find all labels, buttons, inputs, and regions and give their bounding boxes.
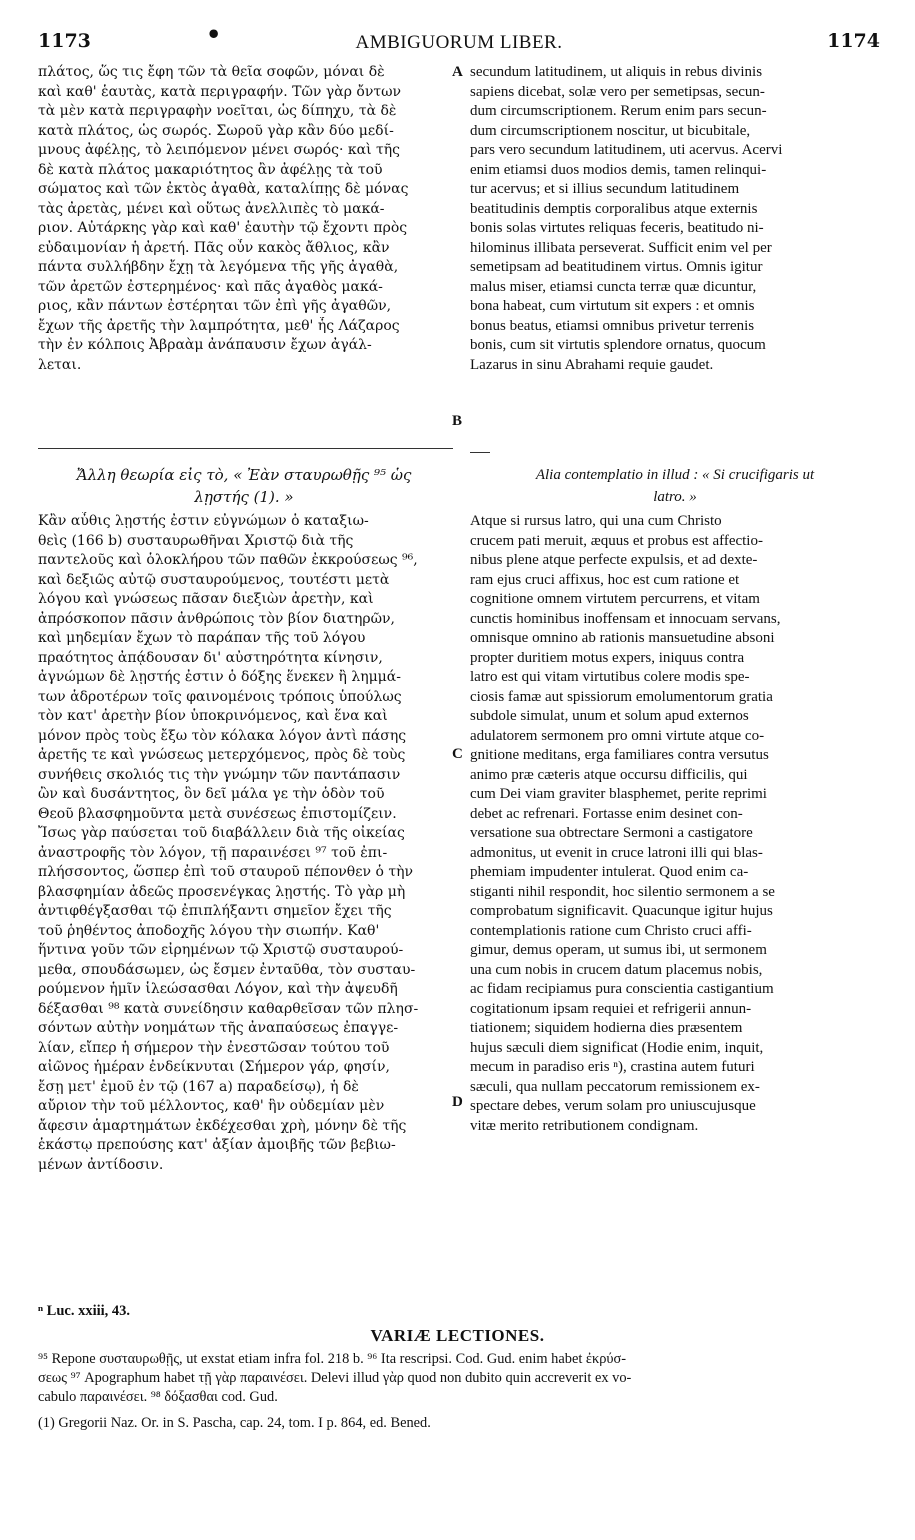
greek-text-line: ριον. Αὐτάρκης γὰρ καὶ καθ' ἑαυτὴν τῷ ἔχοντι πρὸς bbox=[38, 220, 408, 236]
latin-text-line: bona habeat, cum virtutum sit expers : et omnis bbox=[470, 298, 755, 314]
latin-column-main bbox=[470, 512, 880, 1136]
greek-text-line: πλάτος, ὥς τις ἔφη τῶν τὰ θεῖα σοφῶν, μόναι δὲ bbox=[38, 64, 385, 80]
greek-subheading-line: Ἄλλη θεωρία εἰς τὸ, « Ἐὰν σταυρωθῇς ⁹⁵ ὡς bbox=[76, 466, 412, 484]
latin-text-line: secundum latitudinem, ut aliquis in rebus divinis bbox=[470, 64, 763, 80]
greek-text-line: κατὰ πλάτος, ὡς σωρός. Σωροῦ γὰρ κἂν δύο μεδί- bbox=[38, 122, 394, 139]
latin-text-line: adulatorem sermonem pro omni virtute atque co- bbox=[470, 727, 765, 744]
greek-text-line: πλήσσοντος, ὥσπερ ἐπὶ τοῦ σταυροῦ πέπονθεν ὁ τὴν bbox=[38, 864, 413, 880]
latin-text-line: sapiens dicebat, solæ vero per semetipsas, secun- bbox=[470, 83, 765, 100]
latin-text-line: propter duritiem motus expers, iniquus contra bbox=[470, 649, 745, 666]
greek-text-line: μόνον πρὸς τοὺς ἔξω τὸν κόλακα λόγον ἀντὶ πάσης bbox=[38, 727, 407, 744]
greek-text-line: ἀπρόσκοπον πᾶσιν ἀνθρώποις τὸν βίον διατηρῶν, bbox=[38, 610, 395, 627]
latin-text-line: cognitione omnem virtutem percurrens, et vitam bbox=[470, 591, 760, 607]
latin-text-line: pars vero secundum latitudinem, uti acervus. Acervi bbox=[470, 142, 783, 158]
latin-text-line: contemplationis ratione cum Christo cruci affi- bbox=[470, 922, 752, 939]
greek-text-line: λίαν, εἴπερ ἡ σήμερον τὴν ἐνεστῶσαν τούτου τοῦ bbox=[38, 1039, 390, 1056]
latin-subheading-line: Alia contemplatio in illud : « Si crucifigaris ut bbox=[535, 467, 815, 483]
greek-text-line: τῶν ἀρετῶν ἐστερημένος· καὶ πᾶς ἀγαθὸς μακά- bbox=[38, 278, 383, 295]
greek-text-line: πραότητος ἀπᾴδουσαν δι' αὐστηρότητα κίνησιν, bbox=[38, 649, 383, 666]
greek-text-line: τὰ μὲν κατὰ περιγραφὴν νοεῖται, ὡς δίπηχυ, τὰ δὲ bbox=[38, 103, 397, 119]
variae-lectiones-title: VARIÆ LECTIONES. bbox=[370, 1326, 545, 1345]
greek-text-line: λόγου καὶ γνώσεως πᾶσαν διεξιὼν ἀρετὴν, καὶ bbox=[38, 591, 374, 607]
editor-note: (1) Gregorii Naz. Or. in S. Pascha, cap. 24, tom. I p. 864, ed. Bened. bbox=[38, 1415, 431, 1431]
scripture-footnote: ⁿ Luc. xxiii, 43. bbox=[38, 1303, 131, 1319]
latin-text-line: tiationem; siquidem hodierna dies præsentem bbox=[470, 1020, 743, 1036]
greek-text-line: ἀντιφθέγξασθαι τῷ ἐπιπλήξαντι σημεῖον ἔχει τῆς bbox=[38, 903, 392, 919]
latin-text-line: Atque si rursus latro, qui una cum Christo bbox=[470, 513, 722, 529]
latin-text-line: versatione sua obtrectare Sermoni a castigatore bbox=[470, 825, 753, 841]
page-number-right: 1174 bbox=[827, 30, 880, 52]
greek-text-line: καὶ δεξιῶς αὐτῷ συσταυρούμενος, τουτέστι μετὰ bbox=[38, 571, 390, 588]
margin-marker-d: D bbox=[452, 1094, 463, 1110]
latin-text-line: dum circumscriptionem noscitur, ut bicubitale, bbox=[470, 122, 751, 139]
greek-text-line: εὐδαιμονίαν ἡ ἀρετή. Πᾶς οὖν κακὸς ἄθλιος, κἂν bbox=[38, 239, 390, 256]
latin-text-line: malus miser, etiamsi cuncta terræ quæ dicuntur, bbox=[470, 278, 757, 295]
greek-text-line: Θεοῦ βλασφημοῦντα μετὰ συνέσεως ἐπιστομίζειν. bbox=[38, 805, 397, 822]
greek-text-line: ἄφεσιν ἁμαρτημάτων ἐκδέχεσθαι χρὴ, μόνην δὲ τῆς bbox=[38, 1117, 407, 1134]
latin-text-line: Lazarus in sinu Abrahami requie gaudet. bbox=[470, 356, 714, 373]
latin-subheading bbox=[470, 464, 880, 508]
greek-text-line: αὔριον τὴν τοῦ μέλλοντος, καθ' ἣν οὐδεμίαν μὲν bbox=[38, 1098, 385, 1114]
latin-text-line: vitæ merito retributionem condignam. bbox=[470, 1117, 699, 1134]
greek-text-line: ἀγνώμων δὲ λῃστής ἐστιν ὁ δόξης ἕνεκεν ἢ λημμά- bbox=[38, 669, 401, 685]
latin-text-line: ac fidam recipiamus pura conscientia castigantium bbox=[470, 981, 774, 997]
greek-text-line: Ἴσως γὰρ παύσεται τοῦ διαβάλλειν διὰ τῆς οἰκείας bbox=[38, 825, 405, 841]
latin-text-line: ciosis famæ aut spissiorum emolumentorum gratia bbox=[470, 688, 773, 705]
latin-text-line: spectare debes, verum solam pro uniuscujusque bbox=[470, 1098, 756, 1114]
latin-subheading-line: latro. » bbox=[653, 489, 697, 505]
variant-note-line: ⁹⁵ Repone συσταυρωθῇς, ut exstat etiam infra fol. 218 b. ⁹⁶ Ita rescripsi. Cod. Gud. enim habet ἐκρύσ- bbox=[38, 1351, 627, 1367]
latin-text-line: sæculi, qua nullam peccatorum remissionem ex- bbox=[470, 1078, 760, 1095]
latin-text-line: cum Dei viam graviter blasphemet, perite reprimi bbox=[470, 786, 767, 802]
section-separator-short bbox=[470, 452, 490, 453]
variant-note-line: σεως ⁹⁷ Apographum habet τῇ γὰρ παραινέσει. Delevi illud γὰρ quod non dubito quin accreverit ex vo- bbox=[38, 1370, 632, 1386]
latin-text-line: latro est qui vitam virtutibus colere modis spe- bbox=[470, 669, 750, 685]
running-header bbox=[38, 20, 880, 56]
latin-text-line: gnitione meditans, erga familiares contra versutus bbox=[470, 747, 769, 763]
greek-text-line: ἀρετῆς τε καὶ γνώσεως μετερχόμενος, πρὸς δὲ τοὺς bbox=[38, 747, 406, 763]
greek-text-line: ὢν καὶ δυσάντητος, ὃν δεῖ μάλα γε τὴν ὁδὸν τοῦ bbox=[38, 786, 385, 802]
greek-text-line: ριος, κἂν πάντων ἐστέρηται τῶν ἐπὶ γῆς ἀγαθῶν, bbox=[38, 298, 392, 314]
greek-text-line: πάντα συλλήβδην ἔχῃ τὰ λεγόμενα τῆς γῆς ἀγαθὰ, bbox=[38, 259, 399, 275]
greek-text-line: ἥντινα γοῦν τῶν εἰρημένων τῷ Χριστῷ συσταυρού- bbox=[38, 942, 404, 958]
greek-text-line: παντελοῦς καὶ ὁλοκλήρου τῶν παθῶν ἐκκρούσεως ⁹⁶, bbox=[38, 552, 418, 568]
greek-text-line: καὶ μηδεμίαν ἔχων τὸ παράπαν τῆς τοῦ λόγου bbox=[38, 630, 366, 646]
latin-text-line: crucem pati meruit, æquus et probus est affectio- bbox=[470, 532, 763, 549]
greek-text-line: καὶ καθ' ἑαυτὰς, κατὰ περιγραφήν. Τῶν γὰρ ὄντων bbox=[38, 83, 402, 100]
latin-text-line: cogitationum ipsam requiei et refrigerii annun- bbox=[470, 1000, 752, 1017]
greek-column-main bbox=[38, 512, 450, 1175]
latin-text-line: admonitus, ut evenit in cruce latroni illi qui blas- bbox=[470, 844, 763, 861]
greek-text-line: ἑκάστῳ πρεπούσης κατ' ἀξίαν ἀμοιβῆς τῶν βεβιω- bbox=[38, 1137, 396, 1153]
greek-text-line: ρούμενον ἡμῖν ἱλεώσασθαι Λόγον, καὶ τὴν ἀψευδῆ bbox=[38, 981, 398, 997]
greek-text-line: των ἁδροτέρων τοῖς φαινομένοις τρόποις ὑπούλως bbox=[38, 688, 402, 705]
greek-text-line: τὴν ἐν κόλποις Ἀβραὰμ ἀνάπαυσιν ἔχων ἀγάλ- bbox=[38, 337, 372, 353]
greek-text-line: δέξασθαι ⁹⁸ κατὰ συνείδησιν καθαρθεῖσαν τῶν πλησ- bbox=[38, 1000, 419, 1017]
greek-text-line: αἰῶνος ἡμέραν ἐνδείκνυται (Σήμερον γάρ, φησίν, bbox=[38, 1059, 390, 1075]
greek-text-line: μεθα, σπουδάσωμεν, ὡς ἔσμεν ἐνταῦθα, τὸν συσταυ- bbox=[38, 961, 416, 978]
latin-text-line: bonis, cum sit virtutis splendore ornatus, quocum bbox=[470, 337, 766, 353]
greek-subheading-line: λῃστής (1). » bbox=[194, 488, 294, 506]
greek-text-line: ἔχων τῆς ἀρετῆς τὴν λαμπρότητα, μεθ' ἧς Λάζαρος bbox=[38, 317, 400, 334]
greek-text-line: δὲ κατὰ πλάτος μακαριότητος ἂν ἀφέλῃς τὰ τοῦ bbox=[38, 161, 383, 178]
latin-text-line: stiganti nihil respondit, hoc silentio sermonem a se bbox=[470, 883, 775, 900]
latin-text-line: debet ac refrenari. Fortasse enim desinet con- bbox=[470, 805, 743, 822]
latin-text-line: phemiam impudenter intulerat. Quod enim ca- bbox=[470, 864, 749, 880]
latin-text-line: nibus plene atque perfecte expulsis, et ad dexte- bbox=[470, 552, 758, 568]
greek-text-line: ἀναστροφῆς τὸν λόγον, τῇ παραινέσει ⁹⁷ τοῦ ἐπι- bbox=[38, 844, 388, 861]
greek-text-line: μνους ἀφέλῃς, τὸ λειπόμενον μένει σωρός· καὶ τῆς bbox=[38, 142, 401, 158]
latin-text-line: bonus beatus, etiamsi omnibus privetur terrenis bbox=[470, 317, 755, 334]
greek-text-line: λεται. bbox=[38, 356, 82, 373]
latin-text-line: ram ejus cruci affixus, hoc est cum ratione et bbox=[470, 571, 740, 588]
margin-marker-b: B bbox=[452, 413, 463, 429]
page-number-left: 1173 bbox=[38, 30, 91, 52]
greek-text-line: Κἂν αὖθις λῃστής ἐστιν εὐγνώμων ὁ καταξιω- bbox=[38, 513, 369, 529]
latin-text-line: enim etiamsi duos modios demis, tamen relinqui- bbox=[470, 161, 767, 178]
latin-text-line: dum circumscriptionem. Rerum enim pars secun- bbox=[470, 103, 767, 119]
latin-text-line: gimur, demus operam, ut sumus ibi, ut sermonem bbox=[470, 942, 767, 958]
latin-text-line: una cum nobis in crucem datum placemus nobis, bbox=[470, 961, 763, 978]
section-separator bbox=[38, 448, 453, 449]
latin-text-line: omnisque omnino ab rationis mansuetudine absoni bbox=[470, 630, 775, 646]
margin-marker-a: A bbox=[452, 64, 463, 80]
greek-text-line: μένων ἀντίδοσιν. bbox=[38, 1156, 164, 1173]
latin-text-line: beatitudinis demptis corporalibus atque externis bbox=[470, 200, 758, 217]
greek-text-line: τὰς ἀρετὰς, μένει καὶ οὕτως ἀνελλιπὲς τὸ μακά- bbox=[38, 200, 385, 217]
greek-subheading bbox=[38, 464, 450, 508]
greek-text-line: σώματος καὶ τῶν ἐκτὸς ἀγαθὰ, καταλίπῃς δὲ μόνας bbox=[38, 181, 409, 197]
variant-note-line: cabulo παραινέσει. ⁹⁸ δόξασθαι cod. Gud. bbox=[38, 1389, 278, 1405]
greek-text-line: θεὶς (166 b) συσταυρωθῆναι Χριστῷ διὰ τῆς bbox=[38, 532, 354, 549]
latin-text-line: tur acervus; et si illius secundum latitudinem bbox=[470, 181, 740, 197]
latin-text-line: hujus sæculi diem significat (Hodie enim, inquit, bbox=[470, 1039, 764, 1056]
greek-text-line: ἔσῃ μετ' ἐμοῦ ἐν τῷ (167 a) παραδείσῳ), ἡ δὲ bbox=[38, 1078, 359, 1095]
latin-text-line: animo præ cæteris atque occursu difficilis, qui bbox=[470, 766, 748, 783]
latin-text-line: comprobatum significavit. Quacunque igitur hujus bbox=[470, 903, 773, 919]
latin-text-line: subdole simulat, unum et solum apud externos bbox=[470, 708, 749, 724]
greek-column-top bbox=[38, 63, 450, 375]
greek-text-line: συνήθεις σκολιός τις τὴν γνώμην τῶν παντάπασιν bbox=[38, 766, 401, 783]
latin-text-line: hilominus illibata perseverat. Sufficit enim vel per bbox=[470, 239, 772, 256]
latin-column-top bbox=[470, 63, 880, 375]
greek-text-line: τὸν κατ' ἀρετὴν βίον ὑποκρινόμενος, καὶ ἕνα καὶ bbox=[38, 708, 388, 724]
greek-text-line: βλασφημίαν ἀδεῶς προσενέγκας λῃστής. Τὸ γὰρ μὴ bbox=[38, 883, 406, 900]
running-title: AMBIGUORUM LIBER. bbox=[355, 32, 563, 53]
greek-text-line: σόντων αὐτὴν νοημάτων τῆς ἀναπαύσεως ἐπαγγε- bbox=[38, 1020, 399, 1036]
greek-text-line: τοῦ ῥηθέντος ἀποδοχῆς λόγου τὴν σιωπήν. Καθ' bbox=[38, 922, 380, 939]
latin-text-line: cunctis hominibus inoffensam et innocuam servans, bbox=[470, 610, 781, 627]
latin-text-line: semetipsam ad beatitudinem virtus. Omnis igitur bbox=[470, 259, 763, 275]
latin-text-line: mecum in paradiso eris ⁿ), crastina autem futuri bbox=[470, 1059, 755, 1075]
latin-text-line: bonis solas virtutes reliquas feceris, beatitudo ni- bbox=[470, 220, 764, 236]
header-dot: • bbox=[206, 20, 222, 49]
margin-marker-c: C bbox=[452, 746, 463, 762]
